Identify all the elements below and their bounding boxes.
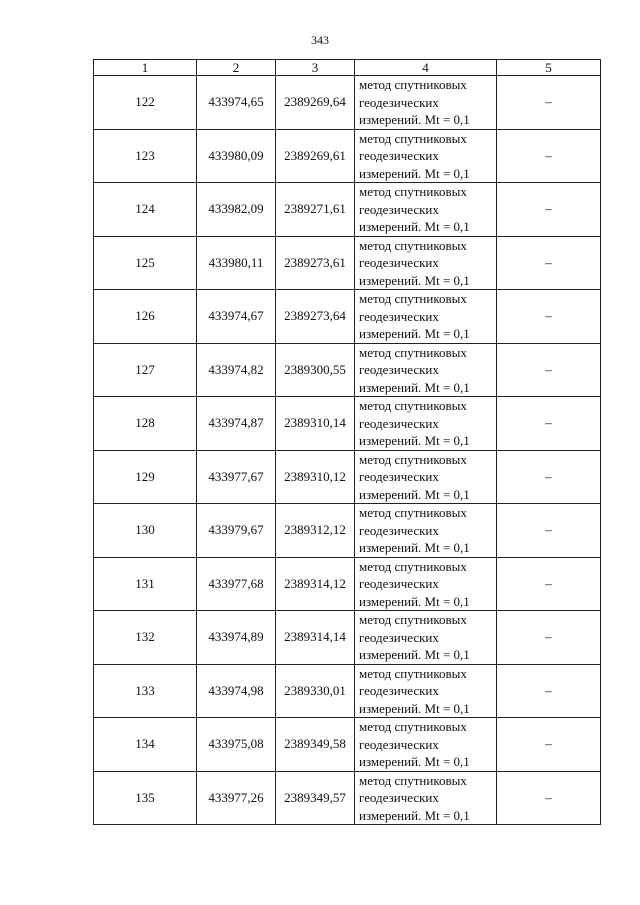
note-dash: – bbox=[497, 664, 601, 718]
note-dash: – bbox=[497, 611, 601, 665]
coordinate-x: 433974,82 bbox=[197, 343, 276, 397]
table-row bbox=[94, 664, 601, 718]
table-row bbox=[94, 129, 601, 183]
method-line: геодезических bbox=[359, 255, 439, 270]
table-row bbox=[94, 343, 601, 397]
note-dash: – bbox=[497, 450, 601, 504]
method-description bbox=[355, 664, 497, 718]
method-line: метод спутниковых bbox=[359, 77, 467, 92]
coordinate-y: 2389273,64 bbox=[276, 290, 355, 344]
header-col-4: 4 bbox=[355, 60, 497, 76]
note-dash: – bbox=[497, 557, 601, 611]
header-col-2: 2 bbox=[197, 60, 276, 76]
table-row bbox=[94, 718, 601, 772]
method-description bbox=[355, 129, 497, 183]
coordinate-x: 433977,26 bbox=[197, 771, 276, 825]
note-dash: – bbox=[497, 504, 601, 558]
note-dash: – bbox=[497, 397, 601, 451]
point-number: 133 bbox=[94, 664, 197, 718]
note-dash: – bbox=[497, 76, 601, 130]
coordinates-table bbox=[93, 59, 601, 825]
table-header-row bbox=[94, 60, 601, 76]
method-line: измерений. Mt = 0,1 bbox=[359, 486, 470, 502]
method-line: геодезических bbox=[359, 201, 439, 217]
method-line: метод спутниковых bbox=[359, 612, 467, 627]
method-line: измерений. Mt = 0,1 bbox=[359, 219, 470, 234]
method-line: геодезических bbox=[359, 576, 439, 591]
table-row bbox=[94, 504, 601, 558]
coordinate-y: 2389269,61 bbox=[276, 129, 355, 183]
coordinate-x: 433974,87 bbox=[197, 397, 276, 451]
method-description bbox=[355, 450, 497, 504]
coordinate-x: 433982,09 bbox=[197, 183, 276, 237]
note-dash: – bbox=[497, 290, 601, 344]
method-line: геодезических bbox=[359, 362, 439, 377]
coordinate-x: 433975,08 bbox=[197, 718, 276, 772]
table-row bbox=[94, 771, 601, 825]
method-line: измерений. Mt = 0,1 bbox=[359, 700, 470, 716]
method-line: метод спутниковых bbox=[359, 130, 467, 146]
method-line: геодезических bbox=[359, 415, 439, 431]
method-description bbox=[355, 76, 497, 130]
header-col-3: 3 bbox=[276, 60, 355, 76]
point-number: 126 bbox=[94, 290, 197, 344]
method-line: метод спутниковых bbox=[359, 665, 467, 681]
table-row bbox=[94, 450, 601, 504]
point-number: 127 bbox=[94, 343, 197, 397]
coordinate-x: 433980,09 bbox=[197, 129, 276, 183]
method-description bbox=[355, 504, 497, 558]
table-body bbox=[94, 76, 601, 825]
coordinate-x: 433974,65 bbox=[197, 76, 276, 130]
method-line: геодезических bbox=[359, 683, 439, 698]
point-number: 123 bbox=[94, 129, 197, 183]
coordinate-y: 2389312,12 bbox=[276, 504, 355, 558]
point-number: 129 bbox=[94, 450, 197, 504]
note-dash: – bbox=[497, 129, 601, 183]
point-number: 134 bbox=[94, 718, 197, 772]
method-line: измерений. Mt = 0,1 bbox=[359, 754, 470, 769]
point-number: 128 bbox=[94, 397, 197, 451]
method-line: измерений. Mt = 0,1 bbox=[359, 593, 470, 609]
point-number: 122 bbox=[94, 76, 197, 130]
coordinate-x: 433974,67 bbox=[197, 290, 276, 344]
method-line: измерений. Mt = 0,1 bbox=[359, 379, 470, 395]
method-description bbox=[355, 771, 497, 825]
method-line: геодезических bbox=[359, 790, 439, 805]
note-dash: – bbox=[497, 718, 601, 772]
method-line: метод спутниковых bbox=[359, 291, 467, 306]
table-row bbox=[94, 557, 601, 611]
method-line: метод спутниковых bbox=[359, 719, 467, 734]
method-line: измерений. Mt = 0,1 bbox=[359, 326, 470, 341]
coordinate-y: 2389269,64 bbox=[276, 76, 355, 130]
coordinate-x: 433977,68 bbox=[197, 557, 276, 611]
table-row bbox=[94, 611, 601, 665]
coordinate-x: 433974,89 bbox=[197, 611, 276, 665]
coordinate-x: 433980,11 bbox=[197, 236, 276, 290]
method-description bbox=[355, 611, 497, 665]
method-line: измерений. Mt = 0,1 bbox=[359, 540, 470, 555]
coordinate-y: 2389310,14 bbox=[276, 397, 355, 451]
method-line: геодезических bbox=[359, 308, 439, 324]
method-description bbox=[355, 397, 497, 451]
table-row bbox=[94, 290, 601, 344]
coordinate-y: 2389349,58 bbox=[276, 718, 355, 772]
method-line: метод спутниковых bbox=[359, 237, 467, 253]
point-number: 132 bbox=[94, 611, 197, 665]
method-line: метод спутниковых bbox=[359, 344, 467, 360]
method-line: геодезических bbox=[359, 94, 439, 110]
method-line: измерений. Mt = 0,1 bbox=[359, 807, 470, 823]
table-row bbox=[94, 236, 601, 290]
page-number: 343 bbox=[311, 33, 329, 47]
method-line: метод спутниковых bbox=[359, 558, 467, 574]
note-dash: – bbox=[497, 771, 601, 825]
method-line: измерений. Mt = 0,1 bbox=[359, 433, 470, 448]
method-line: измерений. Mt = 0,1 bbox=[359, 165, 470, 181]
coordinate-y: 2389314,14 bbox=[276, 611, 355, 665]
coordinate-y: 2389330,01 bbox=[276, 664, 355, 718]
header-col-1: 1 bbox=[94, 60, 197, 76]
coordinate-x: 433974,98 bbox=[197, 664, 276, 718]
method-description bbox=[355, 290, 497, 344]
method-description bbox=[355, 718, 497, 772]
method-line: измерений. Mt = 0,1 bbox=[359, 647, 470, 662]
table-row bbox=[94, 397, 601, 451]
point-number: 130 bbox=[94, 504, 197, 558]
method-line: метод спутниковых bbox=[359, 451, 467, 467]
header-col-5: 5 bbox=[497, 60, 601, 76]
coordinate-y: 2389273,61 bbox=[276, 236, 355, 290]
method-line: геодезических bbox=[359, 736, 439, 752]
coordinate-y: 2389310,12 bbox=[276, 450, 355, 504]
point-number: 125 bbox=[94, 236, 197, 290]
table-row bbox=[94, 183, 601, 237]
coordinate-x: 433977,67 bbox=[197, 450, 276, 504]
coordinate-y: 2389300,55 bbox=[276, 343, 355, 397]
point-number: 124 bbox=[94, 183, 197, 237]
point-number: 131 bbox=[94, 557, 197, 611]
method-description bbox=[355, 343, 497, 397]
method-line: измерений. Mt = 0,1 bbox=[359, 112, 470, 127]
method-line: измерений. Mt = 0,1 bbox=[359, 272, 470, 288]
method-description bbox=[355, 236, 497, 290]
method-description bbox=[355, 557, 497, 611]
method-line: метод спутниковых bbox=[359, 505, 467, 520]
point-number: 135 bbox=[94, 771, 197, 825]
note-dash: – bbox=[497, 236, 601, 290]
coordinate-y: 2389349,57 bbox=[276, 771, 355, 825]
note-dash: – bbox=[497, 183, 601, 237]
method-line: метод спутниковых bbox=[359, 398, 467, 413]
method-line: метод спутниковых bbox=[359, 772, 467, 788]
method-line: метод спутниковых bbox=[359, 184, 467, 199]
note-dash: – bbox=[497, 343, 601, 397]
coordinate-y: 2389314,12 bbox=[276, 557, 355, 611]
coordinate-x: 433979,67 bbox=[197, 504, 276, 558]
method-line: геодезических bbox=[359, 629, 439, 645]
method-description bbox=[355, 183, 497, 237]
method-line: геодезических bbox=[359, 522, 439, 538]
table-row bbox=[94, 76, 601, 130]
coordinate-y: 2389271,61 bbox=[276, 183, 355, 237]
method-line: геодезических bbox=[359, 148, 439, 163]
method-line: геодезических bbox=[359, 469, 439, 484]
